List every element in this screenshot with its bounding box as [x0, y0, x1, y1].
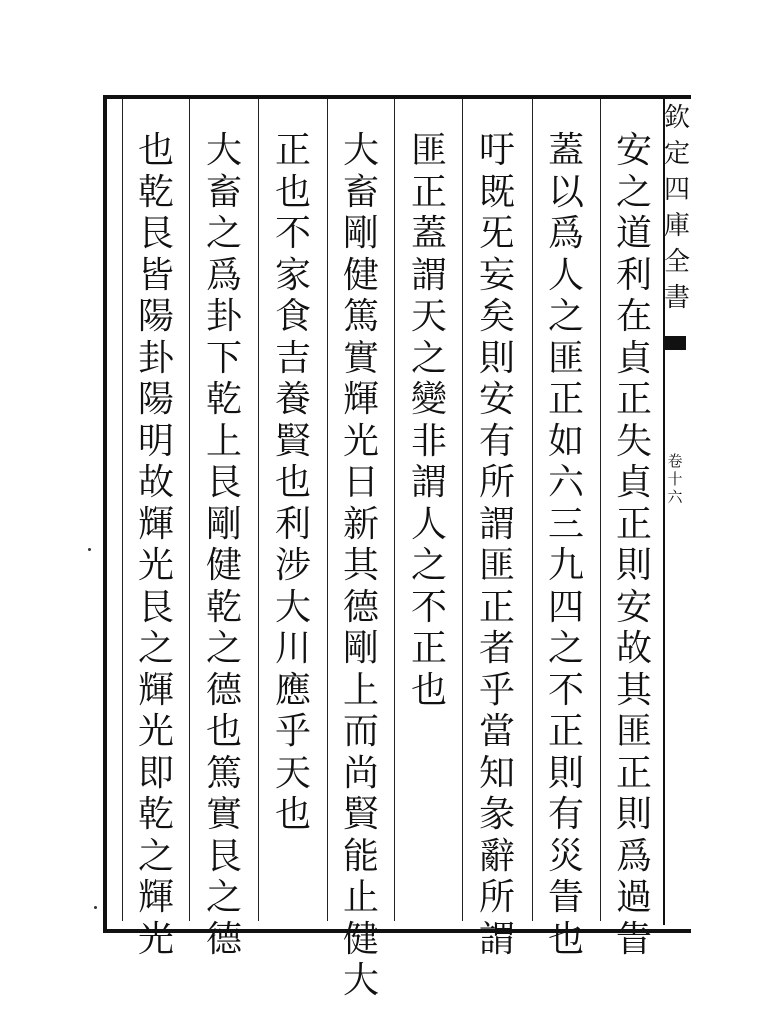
glyph: 書 — [664, 283, 691, 313]
glyph: 篤 — [205, 752, 242, 794]
glyph: 大 — [342, 130, 379, 171]
glyph: 爲 — [615, 835, 652, 877]
glyph: 故 — [137, 462, 174, 503]
book-title — [664, 100, 691, 316]
glyph: 之 — [410, 337, 447, 379]
glyph: 剛 — [342, 628, 379, 669]
glyph: 妄 — [478, 254, 515, 296]
glyph: 三 — [547, 503, 584, 545]
glyph: 也 — [274, 794, 311, 835]
glyph: 人 — [410, 503, 447, 545]
glyph: 乾 — [137, 794, 174, 835]
glyph: 也 — [205, 711, 242, 752]
glyph: 所 — [478, 462, 515, 503]
glyph: 之 — [547, 296, 584, 337]
glyph: 謂 — [478, 503, 515, 545]
glyph: 能 — [342, 835, 379, 877]
glyph: 欽 — [664, 103, 691, 133]
glyph: 彖 — [478, 794, 515, 835]
glyph: 下 — [205, 337, 242, 379]
glyph: 實 — [205, 794, 242, 835]
glyph: 輝 — [137, 877, 174, 918]
glyph: 篤 — [342, 296, 379, 337]
glyph: 應 — [274, 669, 311, 711]
glyph: 也 — [274, 171, 311, 213]
column-rule — [394, 99, 395, 921]
glyph: 德 — [205, 669, 242, 711]
glyph: 四 — [664, 175, 691, 205]
glyph: 九 — [547, 545, 584, 586]
glyph: 正 — [410, 628, 447, 669]
glyph: 光 — [137, 545, 174, 586]
glyph: 之 — [205, 213, 242, 254]
glyph: 道 — [615, 213, 652, 254]
glyph: 其 — [615, 669, 652, 711]
glyph: 剛 — [342, 213, 379, 254]
glyph: 卷 — [667, 452, 683, 470]
glyph: 變 — [410, 379, 447, 420]
text-column-3 — [474, 130, 520, 960]
glyph: 健 — [342, 918, 379, 960]
glyph: 新 — [342, 503, 379, 545]
column-rule — [122, 99, 123, 921]
glyph: 有 — [547, 794, 584, 835]
glyph: 賢 — [274, 420, 311, 462]
glyph: 之 — [137, 835, 174, 877]
column-rule — [462, 99, 463, 921]
glyph: 全 — [664, 247, 691, 277]
column-rule — [189, 99, 190, 921]
glyph: 光 — [342, 420, 379, 462]
scan-speck — [94, 906, 97, 909]
glyph: 乎 — [478, 669, 515, 711]
column-rule — [532, 99, 533, 921]
glyph: 正 — [478, 586, 515, 628]
glyph: 災 — [547, 835, 584, 877]
glyph: 則 — [615, 545, 652, 586]
glyph: 既 — [478, 171, 515, 213]
glyph: 眚 — [547, 877, 584, 918]
glyph: 正 — [615, 379, 652, 420]
glyph: 矣 — [478, 296, 515, 337]
glyph: 乎 — [274, 711, 311, 752]
page-frame — [103, 95, 691, 933]
glyph: 正 — [274, 130, 311, 171]
glyph: 輝 — [137, 669, 174, 711]
glyph: 養 — [274, 379, 311, 420]
column-rule — [258, 99, 259, 921]
glyph: 天 — [410, 296, 447, 337]
glyph: 安 — [615, 586, 652, 628]
glyph: 吁 — [478, 130, 515, 171]
glyph: 健 — [205, 545, 242, 586]
glyph: 實 — [342, 337, 379, 379]
glyph: 所 — [478, 877, 515, 918]
glyph: 利 — [274, 503, 311, 545]
text-column-7 — [201, 130, 247, 960]
glyph: 旡 — [478, 213, 515, 254]
glyph: 則 — [478, 337, 515, 379]
glyph: 乾 — [205, 586, 242, 628]
glyph: 知 — [478, 752, 515, 794]
glyph: 艮 — [137, 213, 174, 254]
glyph: 日 — [342, 462, 379, 503]
glyph: 爲 — [547, 213, 584, 254]
glyph: 六 — [547, 462, 584, 503]
glyph: 人 — [547, 254, 584, 296]
glyph: 也 — [274, 462, 311, 503]
glyph: 辭 — [478, 835, 515, 877]
glyph: 大 — [205, 130, 242, 171]
glyph: 止 — [342, 877, 379, 918]
glyph: 謂 — [478, 918, 515, 960]
text-column-8 — [133, 130, 179, 960]
fish-tail-mark — [664, 336, 686, 350]
glyph: 天 — [274, 752, 311, 794]
text-column-6 — [270, 130, 316, 836]
glyph: 德 — [342, 586, 379, 628]
glyph: 艮 — [205, 835, 242, 877]
glyph: 健 — [342, 254, 379, 296]
glyph: 艮 — [137, 586, 174, 628]
glyph: 四 — [547, 586, 584, 628]
glyph: 明 — [137, 420, 174, 462]
glyph: 謂 — [410, 254, 447, 296]
glyph: 畜 — [205, 171, 242, 213]
glyph: 者 — [478, 628, 515, 669]
glyph: 不 — [410, 586, 447, 628]
glyph: 爲 — [205, 254, 242, 296]
glyph: 光 — [137, 918, 174, 960]
column-rule — [600, 99, 601, 921]
glyph: 乾 — [137, 171, 174, 213]
glyph: 失 — [615, 420, 652, 462]
glyph: 卦 — [205, 296, 242, 337]
glyph: 不 — [547, 669, 584, 711]
glyph: 光 — [137, 711, 174, 752]
glyph: 正 — [547, 379, 584, 420]
glyph: 安 — [615, 130, 652, 171]
glyph: 眚 — [615, 918, 652, 960]
glyph: 也 — [137, 130, 174, 171]
glyph: 如 — [547, 420, 584, 462]
glyph: 賢 — [342, 794, 379, 835]
glyph: 在 — [615, 296, 652, 337]
glyph: 陽 — [137, 296, 174, 337]
glyph: 十 — [667, 470, 683, 488]
glyph: 德 — [205, 918, 242, 960]
glyph: 當 — [478, 711, 515, 752]
glyph: 則 — [547, 752, 584, 794]
glyph: 大 — [274, 586, 311, 628]
scan-speck — [88, 548, 91, 551]
glyph: 尚 — [342, 752, 379, 794]
glyph: 艮 — [205, 462, 242, 503]
glyph: 上 — [205, 420, 242, 462]
glyph: 安 — [478, 379, 515, 420]
glyph: 則 — [615, 794, 652, 835]
glyph: 而 — [342, 711, 379, 752]
glyph: 吉 — [274, 337, 311, 379]
glyph: 匪 — [478, 545, 515, 586]
glyph: 故 — [615, 628, 652, 669]
column-rule — [327, 99, 328, 921]
glyph: 有 — [478, 420, 515, 462]
glyph: 皆 — [137, 254, 174, 296]
glyph: 蓋 — [410, 213, 447, 254]
glyph: 之 — [615, 171, 652, 213]
glyph: 之 — [547, 628, 584, 669]
text-column-5 — [338, 130, 384, 1002]
glyph: 過 — [615, 877, 652, 918]
glyph: 貞 — [615, 337, 652, 379]
glyph: 之 — [205, 877, 242, 918]
glyph: 大 — [342, 960, 379, 1001]
glyph: 正 — [615, 503, 652, 545]
glyph: 輝 — [342, 379, 379, 420]
glyph: 定 — [664, 139, 691, 169]
glyph: 陽 — [137, 379, 174, 420]
glyph: 乾 — [205, 379, 242, 420]
glyph: 上 — [342, 669, 379, 711]
glyph: 六 — [667, 488, 683, 506]
glyph: 匪 — [547, 337, 584, 379]
glyph: 庫 — [664, 211, 691, 241]
glyph: 非 — [410, 420, 447, 462]
glyph: 也 — [547, 918, 584, 960]
text-column-2 — [543, 130, 589, 960]
glyph: 剛 — [205, 503, 242, 545]
glyph: 謂 — [410, 462, 447, 503]
glyph: 匪 — [615, 711, 652, 752]
glyph: 食 — [274, 296, 311, 337]
glyph: 之 — [137, 628, 174, 669]
glyph: 不 — [274, 213, 311, 254]
glyph: 也 — [410, 669, 447, 711]
glyph: 正 — [410, 171, 447, 213]
glyph: 畜 — [342, 171, 379, 213]
glyph: 匪 — [410, 130, 447, 171]
glyph: 貞 — [615, 462, 652, 503]
glyph: 以 — [547, 171, 584, 213]
glyph: 利 — [615, 254, 652, 296]
glyph: 其 — [342, 545, 379, 586]
text-column-1 — [611, 130, 657, 960]
glyph: 正 — [615, 752, 652, 794]
glyph: 正 — [547, 711, 584, 752]
glyph: 家 — [274, 254, 311, 296]
glyph: 蓋 — [547, 130, 584, 171]
text-column-4 — [406, 130, 452, 711]
glyph: 卦 — [137, 337, 174, 379]
volume-label — [664, 452, 686, 506]
glyph: 之 — [205, 628, 242, 669]
glyph: 輝 — [137, 503, 174, 545]
glyph: 涉 — [274, 545, 311, 586]
glyph: 之 — [410, 545, 447, 586]
glyph: 即 — [137, 752, 174, 794]
glyph: 川 — [274, 628, 311, 669]
